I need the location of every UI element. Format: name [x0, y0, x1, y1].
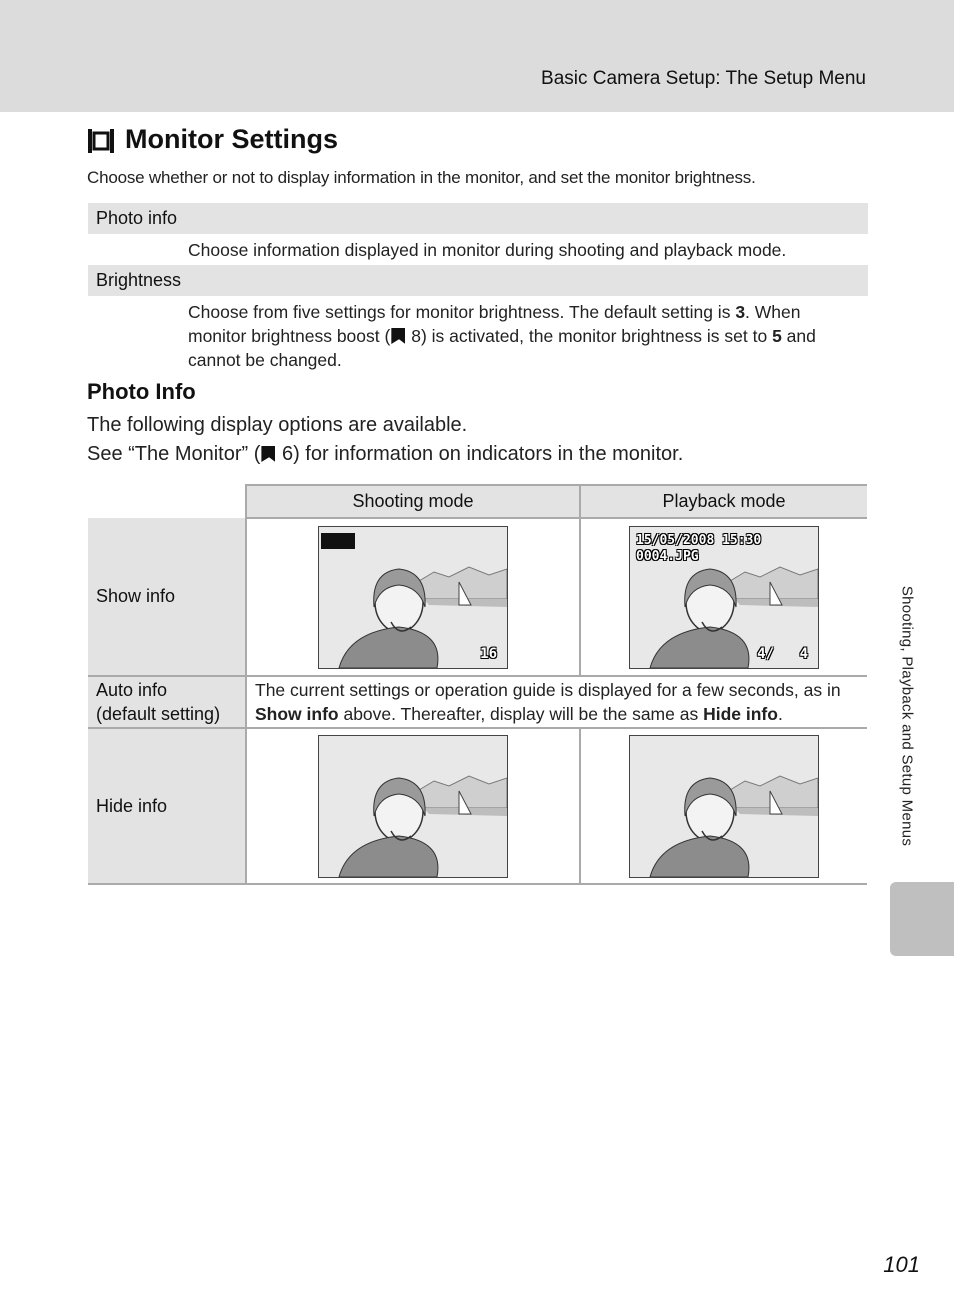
hide-info-playback-image [580, 728, 867, 884]
photo-info-line-2: See “The Monitor” ( 6) for information on indicators in the monitor. [87, 443, 684, 465]
photo-info-heading: Photo Info [87, 379, 196, 404]
side-tab-label: Shooting, Playback and Setup Menus [898, 585, 916, 847]
page-header-band [0, 0, 954, 112]
def-term-brightness: Brightness [88, 265, 868, 296]
row-label-auto-info: Auto info (default setting) [88, 676, 246, 728]
camera-icon [321, 533, 355, 549]
playback-counter-current: 4/ [757, 645, 774, 662]
shots-remaining: 16 [480, 645, 497, 662]
header-title: Basic Camera Setup: The Setup Menu [541, 68, 866, 89]
playback-filename: 0004.JPG [636, 548, 699, 564]
row-label-hide-info: Hide info [88, 728, 246, 884]
hide-info-shooting-image [246, 728, 580, 884]
def-desc-photo-info: Choose information displayed in monitor during shooting and playback mode. [188, 240, 787, 260]
show-info-shooting-image [246, 518, 580, 676]
photo-info-line-1: The following display options are available. [87, 414, 468, 436]
section-intro: Choose whether or not to display information in the monitor, and set the monitor brightness. [87, 168, 756, 187]
auto-info-description: The current settings or operation guide is displayed for a few seconds, as in Show info above. Thereafter, display will be the same as Hide info. [246, 676, 867, 728]
photo-info-table [88, 484, 867, 885]
page-number: 101 [883, 1252, 920, 1277]
playback-date: 15/05/2008 15:30 [636, 532, 762, 548]
col-header-shooting: Shooting mode [246, 485, 580, 518]
col-header-playback: Playback mode [580, 485, 867, 518]
side-tab-marker [890, 882, 954, 956]
section-title-text: Monitor Settings [125, 124, 338, 154]
section-title [87, 124, 338, 155]
row-label-show-info: Show info [88, 518, 246, 676]
show-info-playback-image [580, 518, 867, 676]
reference-icon [391, 328, 405, 344]
playback-counter-total: 4 [799, 645, 808, 662]
monitor-icon [87, 128, 115, 152]
def-term-photo-info: Photo info [88, 203, 868, 234]
reference-icon [261, 446, 275, 462]
def-desc-brightness: Choose from five settings for monitor brightness. The default setting is 3. When monitor brightness boost ( 8) is activated, the monitor brightness is set to 5 and cannot be changed. [188, 302, 816, 370]
